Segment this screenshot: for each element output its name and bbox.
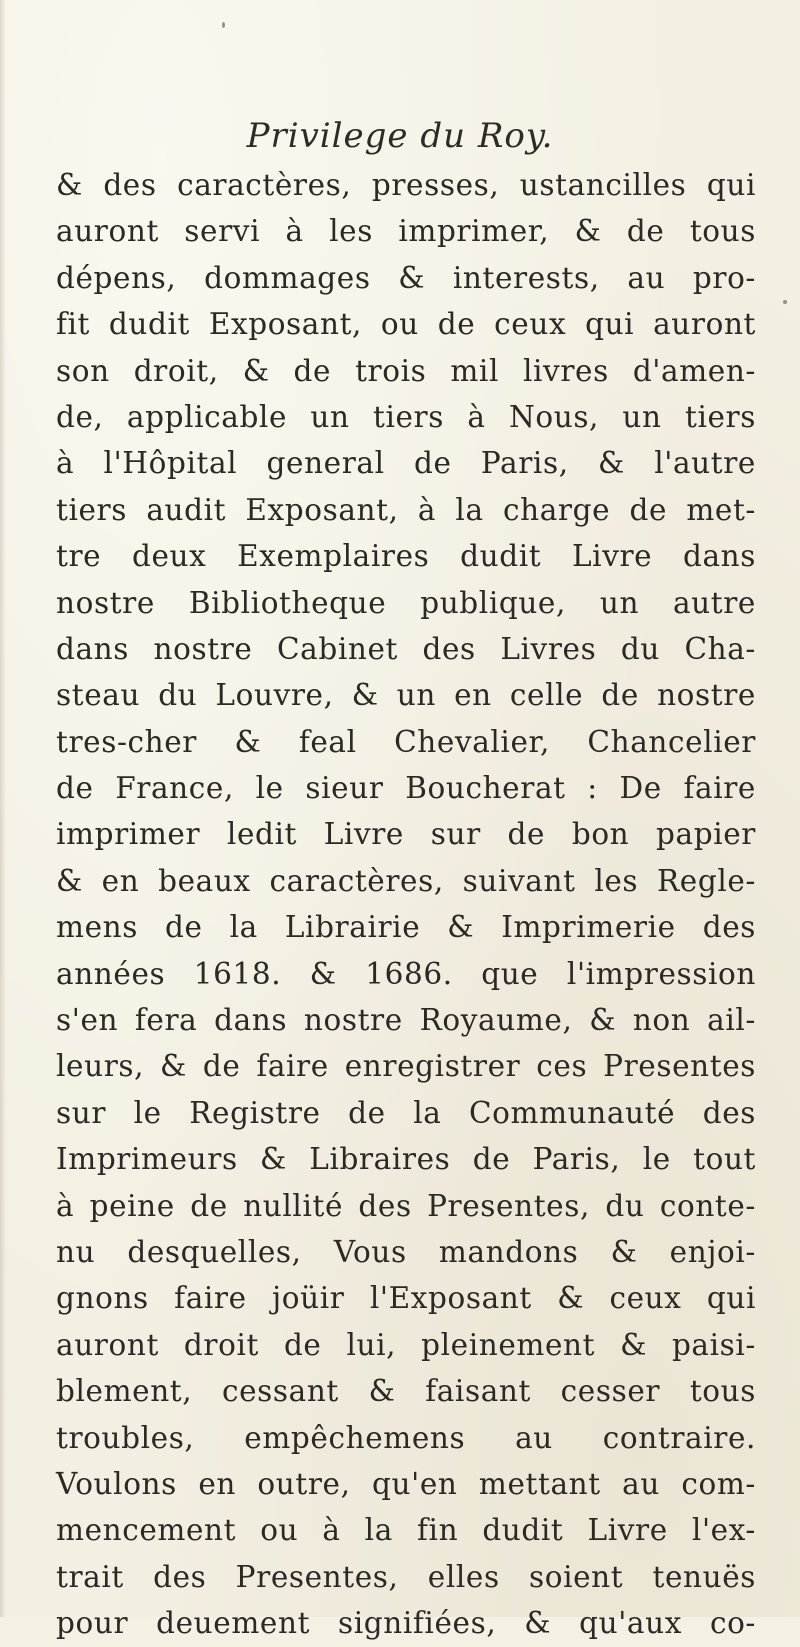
text-line: son droit, & de trois mil livres d'amen- [56,353,756,388]
text-line: Imprimeurs & Libraires de Paris, le tout [56,1142,756,1177]
text-line: blement, cessant & faisant cesser tous [56,1374,756,1409]
text-line: troubles, empêchemens au contraire. [56,1420,756,1455]
text-line: mencement ou à la fin dudit Livre l'ex- [56,1513,756,1548]
text-line: dépens, dommages & interests, au pro- [56,260,756,295]
page-edge-shadow [0,0,6,1617]
text-line: tres-cher & feal Chevalier, Chancelier [56,724,756,759]
text-line: à l'Hôpital general de Paris, & l'autre [56,446,756,481]
text-line: à peine de nullité des Presentes, du conte- [56,1188,756,1223]
text-line: gnons faire joüir l'Exposant & ceux qui [56,1281,756,1316]
text-line: trait des Presentes, elles soient tenuës [56,1559,756,1594]
text-line: années 1618. & 1686. que l'impression [56,956,756,991]
body-text [56,162,756,1647]
page-header: Privilege du Roy. [246,116,554,156]
text-line: Voulons en outre, qu'en mettant au com- [56,1466,756,1501]
text-line: & en beaux caractères, suivant les Regle- [56,863,756,898]
paper-speck [783,300,787,304]
text-line: tre deux Exemplaires dudit Livre dans [56,539,756,574]
text-line: auront droit de lui, pleinement & paisi- [56,1327,756,1362]
text-line: sur le Registre de la Communauté des [56,1095,756,1130]
text-line: steau du Louvre, & un en celle de nostre [56,678,756,713]
text-line: & des caractères, presses, ustancilles qui [56,168,756,202]
text-line: imprimer ledit Livre sur de bon papier [56,817,756,852]
text-line: mens de la Librairie & Imprimerie des [56,910,756,945]
text-line: dans nostre Cabinet des Livres du Cha- [56,631,756,666]
text-line: de France, le sieur Boucherat : De faire [56,771,756,806]
text-line: nostre Bibliotheque publique, un autre [56,585,756,620]
text-line: pour deuement signifiées, & qu'aux co- [56,1606,756,1641]
text-line: fit dudit Exposant, ou de ceux qui auront [56,307,756,342]
text-line: nu desquelles, Vous mandons & enjoi- [56,1234,756,1269]
text-line: auront servi à les imprimer, & de tous [56,214,756,249]
text-line: de, applicable un tiers à Nous, un tiers [56,399,756,434]
text-line: leurs, & de faire enregistrer ces Presentes [56,1049,756,1084]
text-line: tiers audit Exposant, à la charge de met- [56,492,756,527]
text-line: s'en fera dans nostre Royaume, & non ail- [56,1003,756,1038]
paper-speck [222,22,225,28]
